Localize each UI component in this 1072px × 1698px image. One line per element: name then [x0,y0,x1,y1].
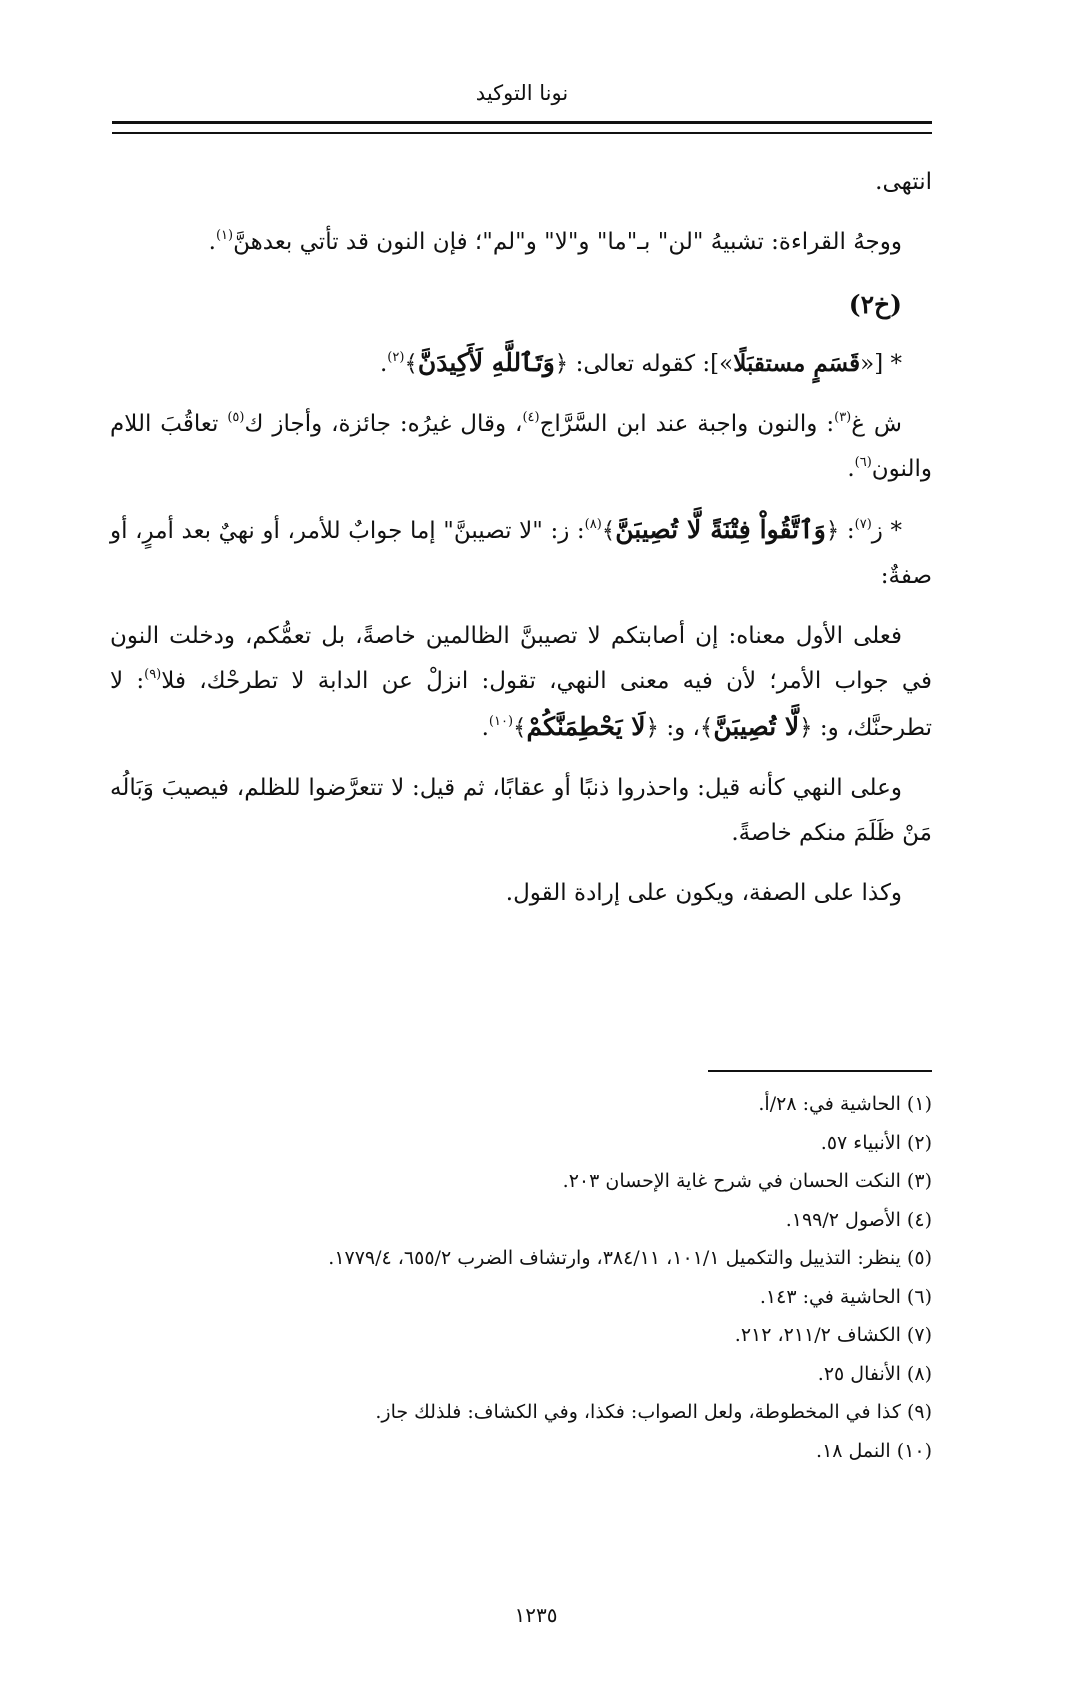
footnote-ref-6: (٦) [854,455,872,470]
p6-end: . [481,715,489,741]
footnote-separator [708,1070,932,1072]
quran-verse-2: وَٱتَّقُواْ فِتْنَةً لَّا تُصِيبَنَّ [615,515,826,544]
header-rule-thin [112,132,932,134]
paragraph-2 [110,220,932,265]
footnote-5: (٥) ينظر: التذييل والتكميل ١٠١/١، ٣٨٤/١١، وارتشاف الضرب ٦٥٥/٢، ١٧٧٩/٤. [328,1247,932,1269]
p4-b: : والنون واجبة عند ابن السَّرَّاج [539,411,835,437]
quran-verse-4: لَا يَحْطِمَنَّكُمْ [526,712,646,741]
footnote-ref-1: (١) [215,228,234,243]
quran-verse-3: لَّا تُصِيبَنَّ [713,712,800,741]
footnote-ref-8: (٨) [584,517,602,532]
main-text [110,160,932,931]
paragraph-5 [110,507,932,599]
footnote-ref-5: (٥) [227,410,245,425]
page-number: ١٢٣٥ [514,1603,558,1627]
p3-end: . [379,351,388,377]
footnote-ref-7: (٧) [854,517,872,532]
footnote-6: (٦) الحاشية في: ١٤٣. [759,1285,932,1308]
running-title: نونا التوكيد [475,81,569,105]
paragraph-2-text: ووجهُ القراءة: تشبيهُ "لن" بـ"ما" و"لا" و"لم"؛ فإن النون قد تأتي بعدهنَّ [233,229,902,255]
p6-a: فعلى الأول معناه: إن أصابتكم لا تصيبنَّ الظالمين خاصةً، بل تعمُّكم، ودخلت النون في جواب الأمر؛ لأن فيه معنى النهي، تقول: انزلْ عن الدابة لا تطرحْك، فلا [110,623,932,694]
page-header [112,78,932,138]
footnote-4: (٤) الأصول ١٩٩/٢. [785,1208,932,1231]
paragraph-7: وعلى النهي كأنه قيل: واحذروا ذنبًا أو عقابًا، ثم قيل: لا تتعرَّضوا للظلم، فيصيبَ وَبَالُه مَنْ ظَلَمَ منكم خاصةً. [110,775,932,846]
p3-open: * [« [860,351,902,377]
paragraph-8: وكذا على الصفة، ويكون على إرادة القول. [505,880,902,906]
p3-close: ﴾ [404,351,418,377]
p6-d: ﴾ [513,715,527,741]
p4-end: . [847,456,855,482]
footnote-8: (٨) الأنفال ٢٥. [817,1362,932,1385]
footnote-ref-10: (١٠) [488,714,514,729]
footnote-ref-2: (٢) [387,350,405,365]
p4-d: تعاقُبَ اللام والنون [110,411,932,482]
footnotes [110,1085,932,1470]
footnote-ref-3: (٣) [834,410,852,425]
paragraph-3 [110,340,932,387]
p4-c: ، وقال غيرُه: جائزة، وأجاز ك [244,411,523,437]
quran-verse-1: وَتَٱللَّهِ لَأَكِيدَنَّ [417,348,555,377]
footnote-10: (١٠) النمل ١٨. [816,1439,932,1462]
header-rule-thick [112,121,932,124]
p6-b: : لا تطرحنَّك، و: ﴿ [110,668,932,741]
p6-c: ﴾، و: ﴿ [645,715,714,741]
paragraph-6 [110,614,932,751]
paragraph-2-end: . [208,229,216,255]
footnote-2: (٢) الأنبياء ٥٧. [820,1131,932,1154]
p3-mid: »]: كقوله تعالى: ﴿ [554,351,734,377]
paragraph-1: انتهى. [875,169,932,195]
p5-d: : ز: "لا تصيبنَّ" إما جوابٌ للأمر، أو نهيٌ بعد أمرٍ، أو صفةٌ: [110,518,932,589]
footnote-3: (٣) النكت الحسان في شرح غاية الإحسان ٢٠٣. [562,1170,932,1192]
footnote-ref-9: (٩) [144,667,162,682]
p3-bold-term: قَسَمٍ مستقبَلًا [733,350,861,377]
p5-c: ﴾ [601,518,616,544]
footnote-ref-4: (٤) [522,410,540,425]
paragraph-4 [110,402,932,492]
footnote-1: (١) الحاشية في: ٢٨/أ. [758,1093,932,1115]
footnote-7: (٧) الكشاف ٢١١/٢، ٢١٢. [734,1324,932,1346]
p5-a: * ز [871,518,902,544]
section-heading: (خ٢) [848,290,902,319]
footnote-9: (٩) كذا في المخطوطة، ولعل الصواب: فكذا، وفي الكشاف: فلذلك جاز. [375,1401,932,1423]
p5-b: : ﴿ [825,518,855,544]
p4-a: ش غ [851,411,902,437]
